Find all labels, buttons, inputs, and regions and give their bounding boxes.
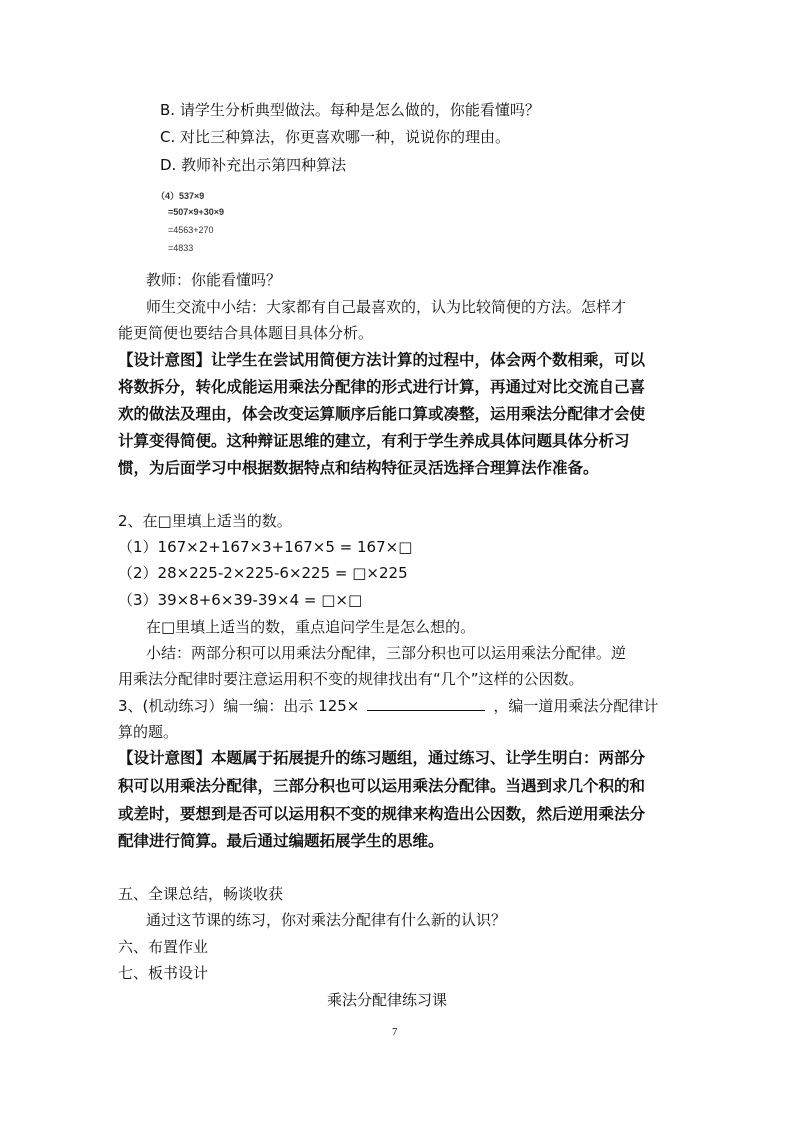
intent2-line1: 【设计意图】本题属于拓展提升的练习题组，通过练习、让学生明白：两部分 bbox=[118, 749, 646, 767]
teacher-question: 教师：你能看懂吗？ bbox=[146, 271, 282, 289]
intent1-line1: 【设计意图】让学生在尝试用简便方法计算的过程中，体会两个数相乘，可以 bbox=[118, 351, 646, 369]
question2-item-2: （2）28×225-2×225-6×225 = □×225 bbox=[118, 564, 408, 582]
question3-prefix: 3、(机动练习）编一编：出示 125× bbox=[118, 697, 360, 715]
section-b: B. 请学生分析典型做法。每种是怎么做的，你能看懂吗？ bbox=[160, 101, 540, 119]
intent1-line4: 计算变得简便。这种辩证思维的建立，有利于学生养成具体问题具体分析习 bbox=[118, 432, 630, 450]
intent1-line5: 惯，为后面学习中根据数据特点和结构特征灵活选择合理算法作准备。 bbox=[118, 459, 599, 477]
intent2-line2: 积可以用乘法分配律，三部分积也可以运用乘法分配律。当遇到求几个积的和 bbox=[118, 777, 646, 795]
summary2-line2: 用乘法分配律时要注意运用积不变的规律找出有“几个”这样的公因数。 bbox=[118, 670, 584, 688]
question3-suffix: ，编一道用乘法分配律计 bbox=[493, 697, 659, 715]
question3-line2: 算的题。 bbox=[118, 723, 179, 741]
method4-line3: =4563+270 bbox=[168, 225, 214, 235]
section5-heading: 五、全课总结，畅谈收获 bbox=[118, 885, 284, 903]
method4-image bbox=[156, 189, 276, 255]
page-number: 7 bbox=[392, 1026, 398, 1038]
method4-line2: =507×9+30×9 bbox=[168, 207, 225, 217]
section-d: D. 教师补充出示第四种算法 bbox=[160, 156, 347, 174]
question2-item-3: （3）39×8+6×39-39×4 = □×□ bbox=[118, 591, 363, 609]
question2-item-1: （1）167×2+167×3+167×5 = 167×□ bbox=[118, 538, 413, 556]
summary1-line1: 师生交流中小结：大家都有自己最喜欢的，认为比较简便的方法。怎样才 bbox=[146, 298, 627, 316]
section-c: C. 对比三种算法，你更喜欢哪一种，说说你的理由。 bbox=[160, 128, 511, 146]
intent2-line4: 配律进行简算。最后通过编题拓展学生的思维。 bbox=[118, 832, 444, 850]
section5-question: 通过这节课的练习，你对乘法分配律有什么新的认识？ bbox=[146, 911, 507, 929]
intent1-line3: 欢的做法及理由，体会改变运算顺序后能口算或凑整，运用乘法分配律才会使 bbox=[118, 405, 646, 423]
answer-blank bbox=[367, 696, 485, 711]
intent1-line2: 将数拆分，转化成能运用乘法分配律的形式进行计算，再通过对比交流自己喜 bbox=[118, 378, 646, 396]
question3-line1 bbox=[118, 696, 658, 716]
section6-heading: 六、布置作业 bbox=[118, 938, 209, 956]
method4-line4: =4833 bbox=[168, 243, 194, 253]
section7-heading: 七、板书设计 bbox=[118, 964, 209, 982]
method4-line1: （4）537×9 bbox=[156, 191, 205, 201]
intent2-line3: 或差时，要想到是否可以运用积不变的规律来构造出公因数，然后逆用乘法分 bbox=[118, 805, 646, 823]
board-title: 乘法分配律练习课 bbox=[327, 991, 448, 1009]
summary1-line2: 能更简便也要结合具体题目具体分析。 bbox=[118, 324, 374, 342]
summary2-line1: 小结：两部分积可以用乘法分配律，三部分积也可以运用乘法分配律。逆 bbox=[146, 644, 627, 662]
question2-note: 在□里填上适当的数，重点追问学生是怎么想的。 bbox=[146, 618, 476, 636]
question2-title: 2、在□里填上适当的数。 bbox=[118, 512, 292, 530]
